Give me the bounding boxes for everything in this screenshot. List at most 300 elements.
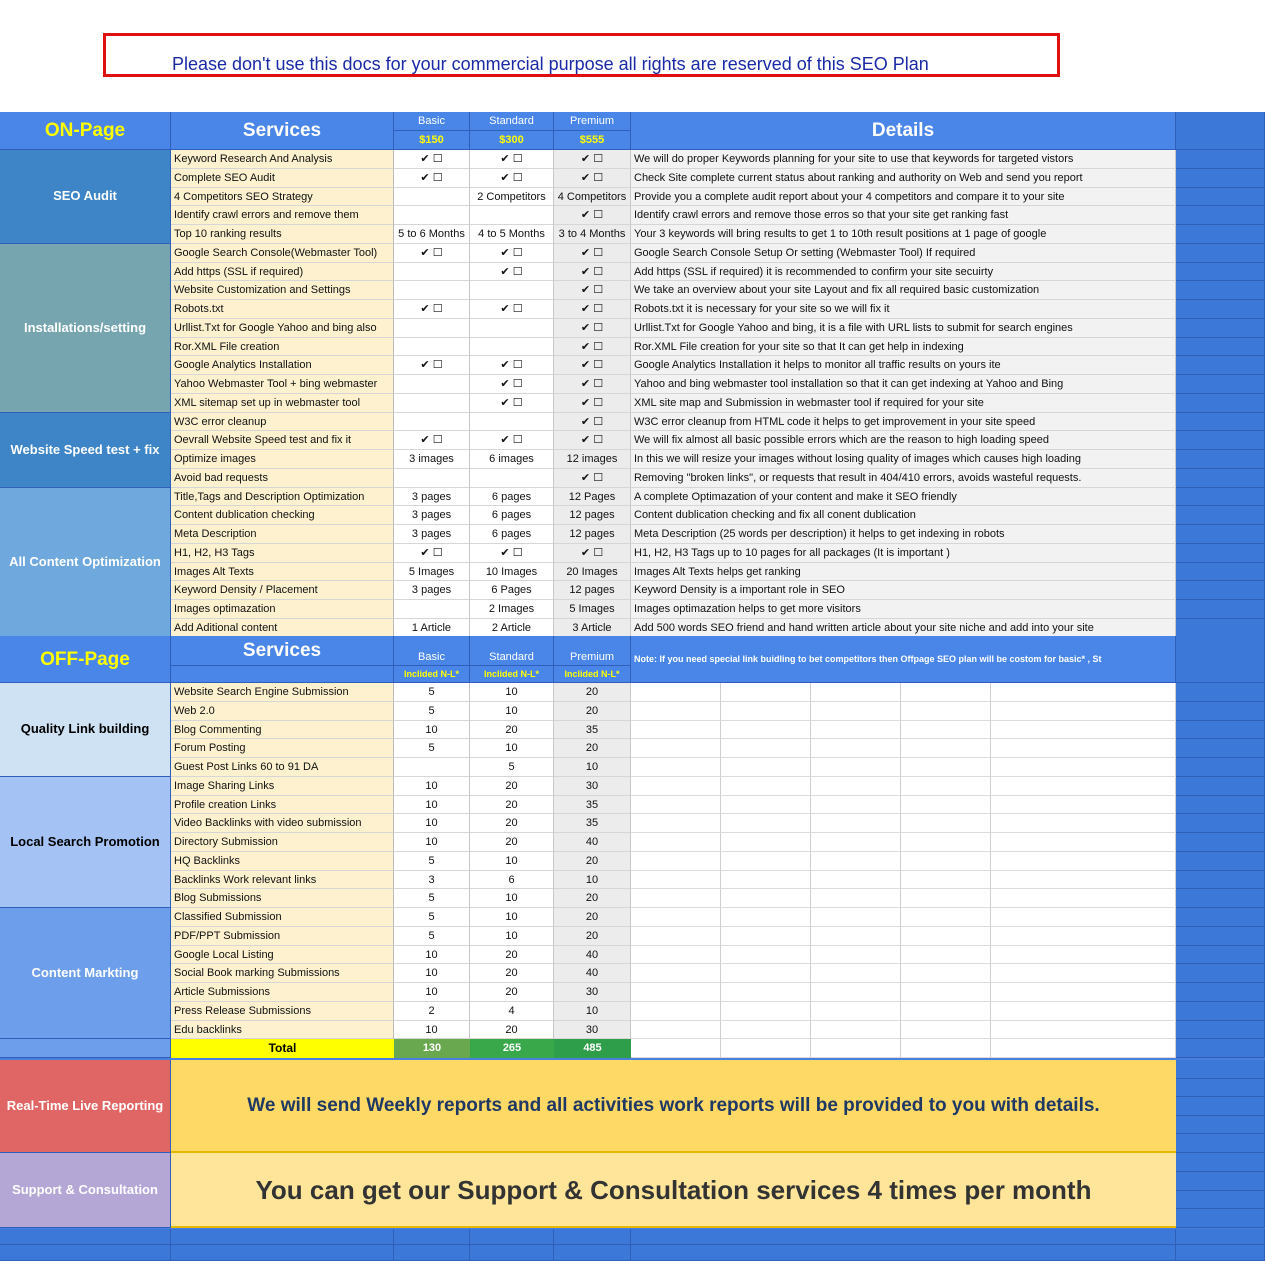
support-label: Support & Consultation (0, 1153, 171, 1228)
service-name: Blog Commenting (171, 721, 394, 740)
right-strip (1176, 852, 1265, 871)
right-strip (1176, 450, 1265, 469)
empty-cell (901, 946, 991, 965)
empty-cell (991, 739, 1176, 758)
service-details: Content dublication checking and fix all conent dublication (631, 506, 1176, 525)
empty-cell (811, 814, 901, 833)
group-label: Content Markting (0, 908, 171, 1039)
standard-value: ✔ ☐ (470, 169, 554, 188)
right-strip (1176, 413, 1265, 432)
empty-cell (991, 1021, 1176, 1040)
right-strip (1176, 581, 1265, 600)
standard-value: 10 (470, 702, 554, 721)
service-name: Ror.XML File creation (171, 338, 394, 357)
right-strip (1176, 702, 1265, 721)
basic-value: 10 (394, 964, 470, 983)
service-name: Oevrall Website Speed test and fix it (171, 431, 394, 450)
bottom-row-cell (554, 1245, 631, 1261)
empty-cell (991, 814, 1176, 833)
basic-value (394, 413, 470, 432)
empty-cell (721, 908, 811, 927)
bottom-row-cell (631, 1245, 1176, 1261)
off-page-title: OFF-Page (0, 636, 171, 683)
basic-value: 3 (394, 871, 470, 890)
premium-value: 4 Competitors (554, 188, 631, 207)
empty-cell (721, 739, 811, 758)
standard-value: 6 pages (470, 506, 554, 525)
empty-cell (631, 1002, 721, 1021)
right-strip (1176, 739, 1265, 758)
standard-value: ✔ ☐ (470, 394, 554, 413)
premium-value: 20 (554, 739, 631, 758)
empty-cell (721, 964, 811, 983)
empty-cell (631, 964, 721, 983)
premium-value: 12 Pages (554, 488, 631, 507)
empty-cell (901, 889, 991, 908)
empty-cell (721, 889, 811, 908)
right-strip (1176, 244, 1265, 263)
right-strip (1176, 469, 1265, 488)
bottom-row-cell (554, 1229, 631, 1245)
empty-cell (991, 927, 1176, 946)
off-plan-sub-basic: Inclided N-L* (394, 666, 470, 683)
bottom-row-cell (631, 1229, 1176, 1245)
service-details: Yahoo and bing webmaster tool installation so that it can get indexing at Yahoo and Bing (631, 375, 1176, 394)
service-name: W3C error cleanup (171, 413, 394, 432)
service-details: Ror.XML File creation for your site so that It can get help in indexing (631, 338, 1176, 357)
empty-cell (991, 796, 1176, 815)
empty-cell (901, 739, 991, 758)
right-strip (1176, 946, 1265, 965)
empty-cell (721, 702, 811, 721)
right-strip (1176, 683, 1265, 702)
empty-cell (901, 833, 991, 852)
premium-value: ✔ ☐ (554, 413, 631, 432)
premium-value: 35 (554, 814, 631, 833)
empty-cell (901, 852, 991, 871)
empty-cell (811, 852, 901, 871)
service-details: Check Site complete current status about ranking and authority on Web and send you report (631, 169, 1176, 188)
service-name: Press Release Submissions (171, 1002, 394, 1021)
empty-cell (901, 1021, 991, 1040)
standard-value: 10 (470, 683, 554, 702)
right-strip (1176, 1060, 1265, 1079)
right-strip (1176, 908, 1265, 927)
premium-value: 10 (554, 1002, 631, 1021)
service-name: Website Search Engine Submission (171, 683, 394, 702)
right-strip (1176, 394, 1265, 413)
empty-cell (721, 796, 811, 815)
premium-value: 20 (554, 908, 631, 927)
service-details: Urllist.Txt for Google Yahoo and bing, it is a file with URL lists to submit for search engines (631, 319, 1176, 338)
right-strip (1176, 563, 1265, 582)
premium-value: ✔ ☐ (554, 431, 631, 450)
basic-value (394, 281, 470, 300)
right-strip (1176, 1153, 1265, 1172)
service-name: Complete SEO Audit (171, 169, 394, 188)
service-name: Video Backlinks with video submission (171, 814, 394, 833)
standard-value: ✔ ☐ (470, 263, 554, 282)
service-name: Edu backlinks (171, 1021, 394, 1040)
service-details: Add https (SSL if required) it is recommended to confirm your site secuirty (631, 263, 1176, 282)
empty-cell (721, 833, 811, 852)
group-label: SEO Audit (0, 150, 171, 244)
empty-cell (631, 796, 721, 815)
empty-cell (631, 702, 721, 721)
group-label: Website Speed test + fix (0, 413, 171, 488)
empty-cell (811, 964, 901, 983)
basic-value: ✔ ☐ (394, 431, 470, 450)
empty-cell (991, 908, 1176, 927)
basic-value: 5 (394, 927, 470, 946)
empty-cell (991, 1039, 1176, 1058)
service-name: Google Analytics Installation (171, 356, 394, 375)
total-spacer (0, 1039, 171, 1058)
premium-value: 20 (554, 852, 631, 871)
standard-value: 20 (470, 833, 554, 852)
basic-value (394, 206, 470, 225)
group-label: Quality Link building (0, 683, 171, 777)
premium-value: ✔ ☐ (554, 244, 631, 263)
service-name: Google Local Listing (171, 946, 394, 965)
basic-value (394, 469, 470, 488)
details-header: Details (631, 112, 1176, 150)
service-name: Forum Posting (171, 739, 394, 758)
empty-cell (901, 1002, 991, 1021)
right-strip (1176, 338, 1265, 357)
empty-cell (991, 871, 1176, 890)
basic-value: 5 (394, 908, 470, 927)
premium-value: ✔ ☐ (554, 544, 631, 563)
empty-cell (901, 777, 991, 796)
basic-value (394, 375, 470, 394)
premium-value: ✔ ☐ (554, 150, 631, 169)
basic-value: ✔ ☐ (394, 544, 470, 563)
off-plan-name-standard: Standard (470, 636, 554, 666)
standard-value: 10 (470, 908, 554, 927)
standard-value: 10 (470, 739, 554, 758)
service-name: Google Search Console(Webmaster Tool) (171, 244, 394, 263)
service-name: Top 10 ranking results (171, 225, 394, 244)
empty-cell (811, 1021, 901, 1040)
standard-value: 20 (470, 777, 554, 796)
empty-cell (631, 758, 721, 777)
service-details: Google Analytics Installation it helps to monitor all traffic results on yours ite (631, 356, 1176, 375)
empty-cell (721, 777, 811, 796)
plan-name-basic: Basic (394, 112, 470, 131)
right-strip (1176, 263, 1265, 282)
premium-value: 35 (554, 721, 631, 740)
empty-cell (811, 871, 901, 890)
right-strip (1176, 927, 1265, 946)
basic-value (394, 263, 470, 282)
empty-cell (901, 983, 991, 1002)
basic-value: ✔ ☐ (394, 169, 470, 188)
standard-value: 20 (470, 796, 554, 815)
service-name: Image Sharing Links (171, 777, 394, 796)
bottom-row-cell (0, 1229, 171, 1245)
service-name: Identify crawl errors and remove them (171, 206, 394, 225)
right-strip (1176, 889, 1265, 908)
empty-cell (631, 983, 721, 1002)
service-name: HQ Backlinks (171, 852, 394, 871)
standard-value: ✔ ☐ (470, 356, 554, 375)
standard-value (470, 319, 554, 338)
empty-cell (811, 683, 901, 702)
total-basic: 130 (394, 1039, 470, 1058)
basic-value (394, 394, 470, 413)
empty-cell (811, 833, 901, 852)
empty-cell (811, 796, 901, 815)
support-text: You can get our Support & Consultation services 4 times per month (171, 1153, 1176, 1228)
empty-cell (811, 983, 901, 1002)
service-name: Classified Submission (171, 908, 394, 927)
right-strip (1176, 1116, 1265, 1135)
right-strip (1176, 983, 1265, 1002)
premium-value: 12 pages (554, 525, 631, 544)
empty-cell (901, 927, 991, 946)
plan-price-basic: $150 (394, 131, 470, 150)
empty-cell (631, 739, 721, 758)
premium-value: 30 (554, 983, 631, 1002)
standard-value: ✔ ☐ (470, 375, 554, 394)
right-strip (1176, 506, 1265, 525)
basic-value: 5 (394, 739, 470, 758)
right-strip (1176, 619, 1265, 638)
basic-value: ✔ ☐ (394, 300, 470, 319)
right-strip (1176, 525, 1265, 544)
service-name: Avoid bad requests (171, 469, 394, 488)
service-name: Title,Tags and Description Optimization (171, 488, 394, 507)
basic-value: ✔ ☐ (394, 150, 470, 169)
service-details: Images optimazation helps to get more visitors (631, 600, 1176, 619)
premium-value: 10 (554, 871, 631, 890)
standard-value: ✔ ☐ (470, 300, 554, 319)
service-details: Your 3 keywords will bring results to get 1 to 10th result positions at 1 page of google (631, 225, 1176, 244)
premium-value: 20 (554, 927, 631, 946)
standard-value (470, 469, 554, 488)
basic-value: 10 (394, 833, 470, 852)
total-standard: 265 (470, 1039, 554, 1058)
empty-cell (721, 1039, 811, 1058)
service-details: Meta Description (25 words per description) it helps to get indexing in robots (631, 525, 1176, 544)
notice-text: Please don't use this docs for your commercial purpose all rights are reserved of this SEO Plan (172, 54, 929, 74)
premium-value: ✔ ☐ (554, 263, 631, 282)
basic-value: 5 (394, 683, 470, 702)
service-details: Provide you a complete audit report about your 4 competitors and compare it to your site (631, 188, 1176, 207)
service-details: Google Search Console Setup Or setting (Webmaster Tool) If required (631, 244, 1176, 263)
plan-name-premium: Premium (554, 112, 631, 131)
right-strip (1176, 814, 1265, 833)
off-services-header: Services (171, 636, 394, 666)
service-details: We will do proper Keywords planning for your site to use that keywords for targeted vistors (631, 150, 1176, 169)
premium-value: 20 (554, 683, 631, 702)
right-strip (1176, 1134, 1265, 1153)
service-details: Removing "broken links", or requests that result in 404/410 errors, avoids wasteful requests. (631, 469, 1176, 488)
empty-cell (811, 889, 901, 908)
premium-value: 12 pages (554, 506, 631, 525)
standard-value: 4 to 5 Months (470, 225, 554, 244)
standard-value: 2 Images (470, 600, 554, 619)
premium-value: ✔ ☐ (554, 281, 631, 300)
bottom-row-cell (394, 1245, 470, 1261)
empty-cell (631, 927, 721, 946)
premium-value: 20 Images (554, 563, 631, 582)
right-strip (1176, 758, 1265, 777)
basic-value: ✔ ☐ (394, 356, 470, 375)
standard-value: 10 Images (470, 563, 554, 582)
services-header: Services (171, 112, 394, 150)
service-name: Content dublication checking (171, 506, 394, 525)
premium-value: ✔ ☐ (554, 169, 631, 188)
premium-value: 20 (554, 702, 631, 721)
basic-value (394, 319, 470, 338)
premium-value: 35 (554, 796, 631, 815)
empty-cell (991, 852, 1176, 871)
standard-value: ✔ ☐ (470, 244, 554, 263)
empty-cell (631, 777, 721, 796)
empty-cell (991, 777, 1176, 796)
empty-cell (811, 721, 901, 740)
basic-value: 5 (394, 852, 470, 871)
bottom-row-cell (470, 1245, 554, 1261)
service-name: Guest Post Links 60 to 91 DA (171, 758, 394, 777)
service-name: Social Book marking Submissions (171, 964, 394, 983)
right-strip (1176, 1021, 1265, 1040)
service-details: Add 500 words SEO friend and hand written article about your site niche and add into your site (631, 619, 1176, 638)
empty-cell (811, 927, 901, 946)
premium-value: 10 (554, 758, 631, 777)
standard-value: 6 pages (470, 525, 554, 544)
empty-cell (811, 702, 901, 721)
off-plan-sub-standard: Inclided N-L* (470, 666, 554, 683)
right-strip (1176, 1172, 1265, 1191)
premium-value: 40 (554, 833, 631, 852)
empty-cell (631, 946, 721, 965)
standard-value: 20 (470, 964, 554, 983)
basic-value: 5 Images (394, 563, 470, 582)
empty-cell (991, 983, 1176, 1002)
right-strip (1176, 636, 1265, 683)
standard-value: 6 Pages (470, 581, 554, 600)
standard-value (470, 338, 554, 357)
premium-value: ✔ ☐ (554, 469, 631, 488)
empty-cell (991, 1002, 1176, 1021)
basic-value: 10 (394, 1021, 470, 1040)
group-label: All Content Optimization (0, 488, 171, 638)
empty-cell (901, 908, 991, 927)
standard-value: 20 (470, 983, 554, 1002)
empty-cell (631, 833, 721, 852)
empty-cell (991, 889, 1176, 908)
standard-value: 2 Competitors (470, 188, 554, 207)
right-strip (1176, 356, 1265, 375)
empty-cell (631, 1039, 721, 1058)
premium-value: 30 (554, 1021, 631, 1040)
premium-value: 40 (554, 964, 631, 983)
group-label: Installations/setting (0, 244, 171, 413)
right-strip (1176, 777, 1265, 796)
standard-value: ✔ ☐ (470, 544, 554, 563)
premium-value: ✔ ☐ (554, 206, 631, 225)
empty-cell (721, 927, 811, 946)
premium-value: ✔ ☐ (554, 375, 631, 394)
empty-cell (631, 889, 721, 908)
right-strip (1176, 721, 1265, 740)
empty-cell (901, 758, 991, 777)
plan-price-premium: $555 (554, 131, 631, 150)
service-name: Meta Description (171, 525, 394, 544)
basic-value: ✔ ☐ (394, 244, 470, 263)
right-strip (1176, 1002, 1265, 1021)
service-name: Article Submissions (171, 983, 394, 1002)
standard-value: 6 (470, 871, 554, 890)
empty-cell (901, 964, 991, 983)
empty-cell (631, 908, 721, 927)
basic-value: 3 pages (394, 581, 470, 600)
premium-value: 3 Article (554, 619, 631, 638)
standard-value: ✔ ☐ (470, 150, 554, 169)
right-strip (1176, 225, 1265, 244)
standard-value: 4 (470, 1002, 554, 1021)
empty-cell (901, 796, 991, 815)
premium-value: 3 to 4 Months (554, 225, 631, 244)
bottom-row-cell (394, 1229, 470, 1245)
service-name: Backlinks Work relevant links (171, 871, 394, 890)
right-strip (1176, 281, 1265, 300)
empty-cell (901, 1039, 991, 1058)
empty-cell (991, 702, 1176, 721)
premium-value: 5 Images (554, 600, 631, 619)
empty-cell (631, 683, 721, 702)
empty-cell (721, 852, 811, 871)
empty-cell (811, 758, 901, 777)
basic-value: 1 Article (394, 619, 470, 638)
bottom-row-cell (1176, 1229, 1265, 1245)
right-strip (1176, 544, 1265, 563)
right-strip (1176, 300, 1265, 319)
empty-cell (721, 1021, 811, 1040)
standard-value: 5 (470, 758, 554, 777)
right-strip (1176, 488, 1265, 507)
copyright-notice (103, 33, 1060, 77)
service-name: Yahoo Webmaster Tool + bing webmaster (171, 375, 394, 394)
service-name: Images optimazation (171, 600, 394, 619)
service-name: Profile creation Links (171, 796, 394, 815)
basic-value (394, 188, 470, 207)
premium-value: 30 (554, 777, 631, 796)
right-strip (1176, 1079, 1265, 1098)
standard-value: 10 (470, 889, 554, 908)
empty-cell (811, 739, 901, 758)
total-label: Total (171, 1039, 394, 1058)
basic-value: 3 images (394, 450, 470, 469)
right-strip (1176, 150, 1265, 169)
standard-value: 20 (470, 814, 554, 833)
off-plan-name-basic: Basic (394, 636, 470, 666)
basic-value (394, 338, 470, 357)
empty-cell (811, 1002, 901, 1021)
bottom-row-cell (1176, 1245, 1265, 1261)
service-name: Images Alt Texts (171, 563, 394, 582)
bottom-row-cell (171, 1245, 394, 1261)
service-name: Website Customization and Settings (171, 281, 394, 300)
off-page-note: Note: If you need special link buidling to bet competitors then Offpage SEO plan will be costom for basic* , St (631, 636, 1176, 683)
empty-cell (901, 814, 991, 833)
right-strip (1176, 833, 1265, 852)
right-strip (1176, 1039, 1265, 1058)
service-details: Images Alt Texts helps get ranking (631, 563, 1176, 582)
